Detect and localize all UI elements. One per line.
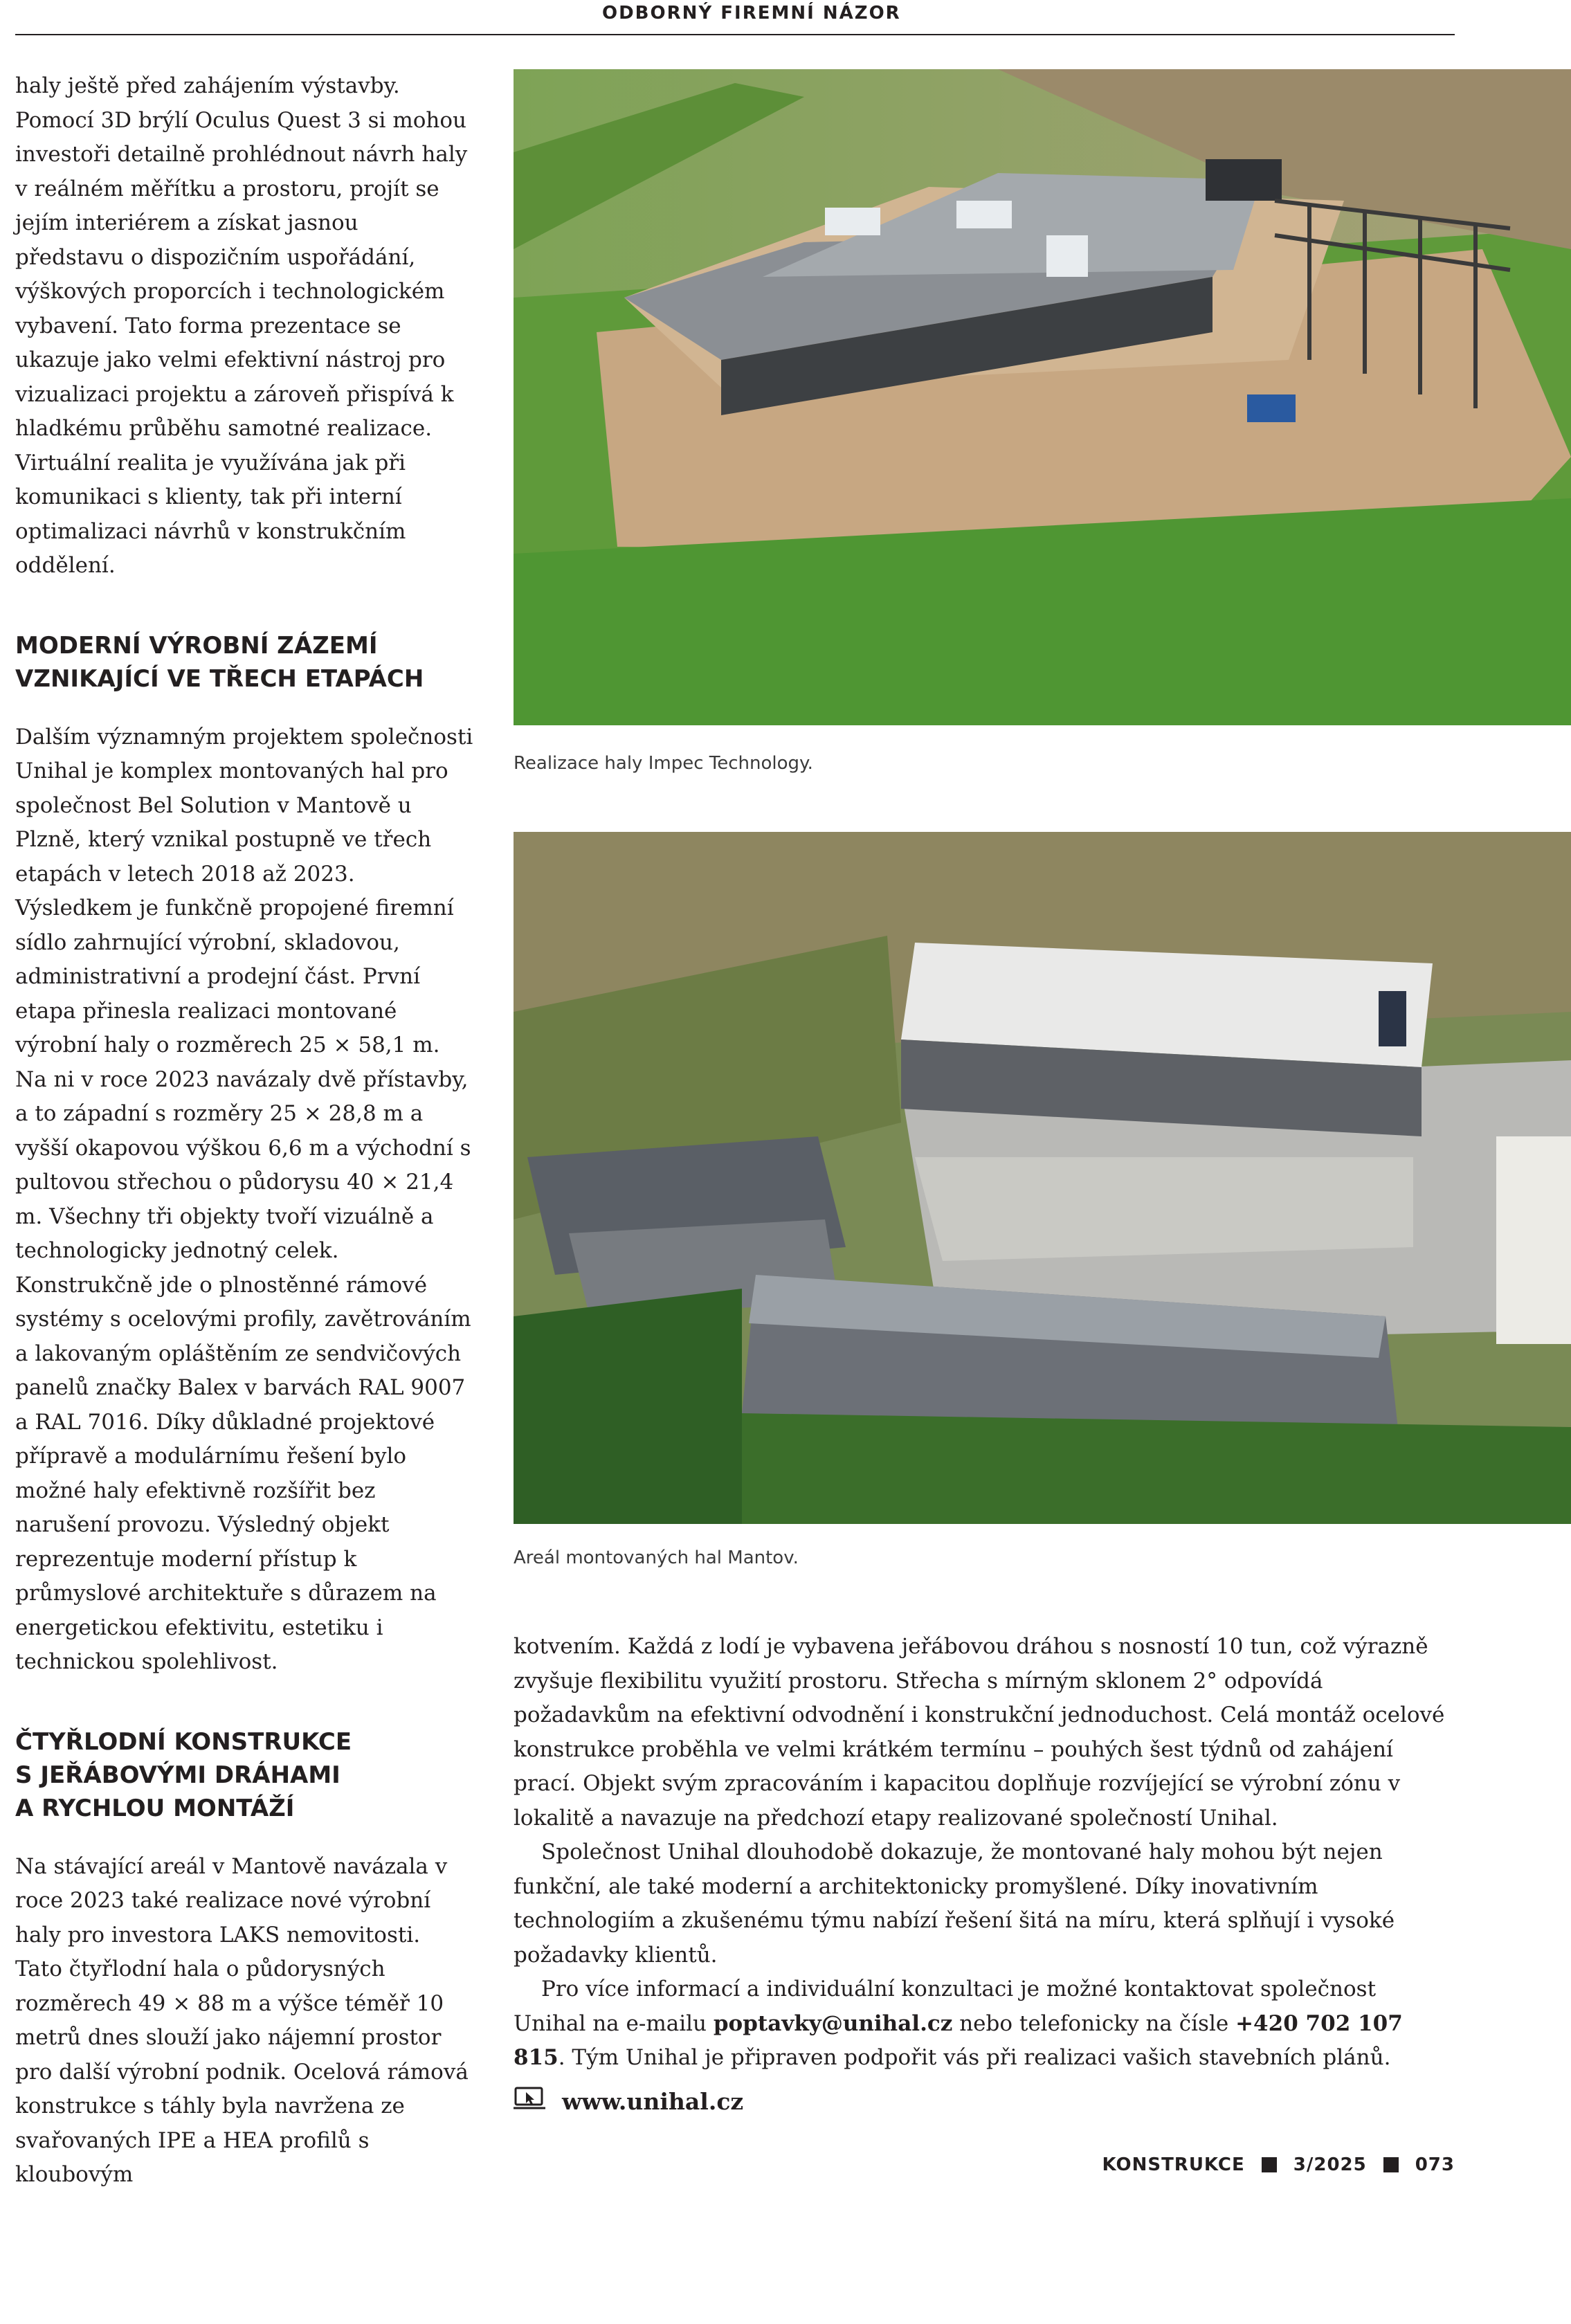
paragraph-company: Společnost Unihal dlouhodobě dokazuje, že montované haly mohou být nejen funkční, ale také moderní a architektonicky promyšlené. Díky inovativním technologiím a zkušenému týmu nabízí řešení šitá na míru, která splňují i vysoké požadavky klientů. [514,1840,1395,1968]
footer-separator [1383,2157,1399,2172]
footer-separator [1262,2157,1277,2172]
paragraph-contact [514,1972,1455,2076]
contact-text-2: nebo telefonicky na čísle [952,2010,1236,2036]
photo-2-caption: Areál montovaných hal Mantov. [514,1547,799,1568]
heading-2-line-1: ČTYŘLODNÍ KONSTRUKCE [15,1727,352,1756]
header-rule [15,34,1455,35]
footer-magazine: KONSTRUKCE [1102,2154,1245,2175]
left-column [15,69,473,2193]
paragraph-laks-hall: Na stávající areál v Mantově navázala v roce 2023 také realizace nové výrobní haly pro investora LAKS nemovitosti. Tato čtyřlodní hala o půdorysných rozměrech 49 × 88 m a výšce téměř 10 metrů dnes slouží jako nájemní prostor pro další výrobní podnik. Ocelová rámová konstrukce s táhly byla navržena ze svařovaných IPE a HEA profilů s kloubovým [15,1853,469,2187]
paragraph-mantov-complex: Dalším významným projektem společnosti Unihal je komplex montovaných hal pro společnost Bel Solution v Mantově u Plzně, který vznikal postupně ve třech etapách v letech 2018 až 2023. Výsledkem je funkčně propojené firemní sídlo zahrnující výrobní, skladovou, administrativní a prodejní část. První etapa přinesla realizaci montované výrobní haly o rozměrech 25 × 58,1 m. Na ni v roce 2023 navázaly dvě přístavby, a to západní s rozměry 25 × 28,8 m a vyšší okapovou výškou 6,6 m a východní s pultovou střechou o půdorysu 40 × 21,4 m. Všechny tři objekty tvoří vizuálně a technologicky jednotný celek. Konstrukčně jde o plnostěnné rámové systémy s ocelovými profily, zavětrováním a lakovaným opláštěním ze sendvičových panelů značky Balex v barvách RAL 9007 a RAL 7016. Díky důkladné projektové přípravě a modulárnímu řešení bylo možné haly efektivně rozšířit bez narušení provozu. Výsledný objekt reprezentuje moderní přístup k průmyslové architektuře s důrazem na energetickou efektivitu, estetiku i technickou spolehlivost. [15,724,473,1674]
contact-email[interactable]: poptavky@unihal.cz [713,2010,953,2036]
footer-page-number: 073 [1415,2154,1455,2175]
photo-1-caption: Realizace haly Impec Technology. [514,753,813,774]
section-heading-1 [15,629,473,696]
contact-text-3: . Tým Unihal je připraven podpořit vás při realizaci vašich stavebních plánů. [558,2045,1391,2070]
website-link[interactable] [514,2086,743,2116]
paragraph-continued: kotvením. Každá z lodí je vybavena jeřábovou dráhou s nosností 10 tun, což výrazně zvyšuje flexibilitu využití prostoru. Střecha s mírným sklonem 2° odpovídá požadavkům na efektivní odvodnění i konstrukční jednoduchost. Celá montáž ocelové konstrukce proběhla ve velmi krátkém termínu – pouhých šest týdnů od zahájení prací. Objekt svým zpracováním i kapacitou doplňuje rozvíjející se výrobní zónu v lokalitě a navazuje na předchozí etapy realizované společností Unihal. [514,1634,1445,1831]
heading-2-line-2: S JEŘÁBOVÝMI DRÁHAMI [15,1761,340,1789]
footer-issue: 3/2025 [1293,2154,1367,2175]
heading-1-line-1: MODERNÍ VÝROBNÍ ZÁZEMÍ [15,631,378,660]
photo-mantov-complex [514,832,1571,1524]
intro-paragraph: haly ještě před zahájením výstavby. Pomocí 3D brýlí Oculus Quest 3 si mohou investoři detailně prohlédnout návrh haly v reálném měřítku a prostoru, projít se jejím interiérem a získat jasnou představu o dispozičním uspořádání, výškových proporcích i technologickém vybavení. Tato forma prezentace se ukazuje jako velmi efektivní nástroj pro vizualizaci projektu a zároveň přispívá k hladkému průběhu samotné realizace. Virtuální realita je využívána jak při komunikaci s klienty, tak při interní optimalizaci návrhů v konstrukčním oddělení. [15,73,468,578]
section-heading-2 [15,1725,473,1825]
right-column-text [514,1630,1455,2076]
heading-2-line-3: A RYCHLOU MONTÁŽÍ [15,1794,295,1822]
contact-phone[interactable]: +420 702 107 815 [514,2010,1403,2070]
section-label: ODBORNÝ FIREMNÍ NÁZOR [602,3,901,24]
computer-cursor-icon [514,2086,547,2116]
contact-text-1: Pro více informací a individuální konzultaci je možné kontaktovat společnost Unihal na e-mailu [514,1977,1377,2036]
photo-impec-technology-hall [514,69,1571,725]
heading-1-line-2: VZNIKAJÍCÍ VE TŘECH ETAPÁCH [15,664,424,693]
page-footer [1102,2154,1455,2175]
website-url[interactable]: www.unihal.cz [562,2087,744,2115]
